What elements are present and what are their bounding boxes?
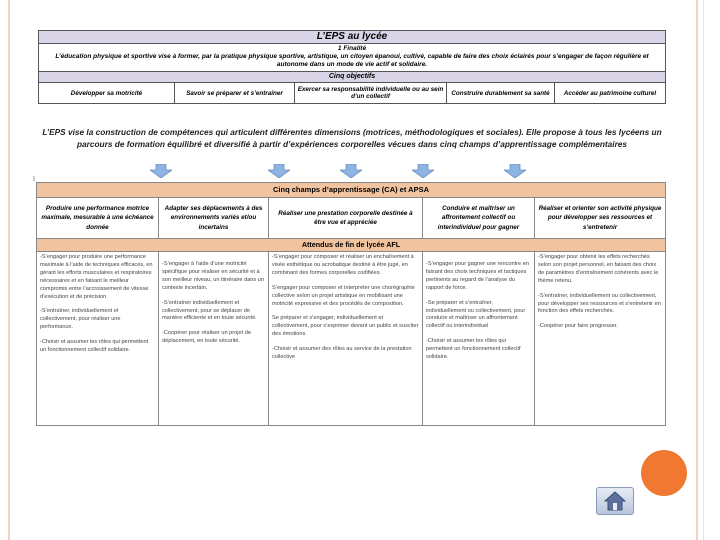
afl-cell [269, 252, 423, 425]
down-arrow-icon [504, 164, 526, 178]
afl-item: -S’engager à l’aide d’une motricité spécifique pour réaliser en sécurité et à son meilleur niveau, un itinéraire dans un contexte incertain. [162, 261, 264, 291]
slide-frame-right [696, 0, 698, 540]
slide-title: L’EPS au lycée [39, 31, 665, 44]
afl-cell [423, 252, 535, 425]
finality-text: L’éducation physique et sportive vise à former, par la pratique physique sportive, artistique, un citoyen épanoui, cultivé, capable de faire des choix éclairés pour s’engager de façon régulière et autonome dans un mode de vie actif et solidaire. [55, 53, 649, 68]
down-arrow-icon [268, 164, 290, 178]
objective-cell: Savoir se préparer et s’entraîner [175, 83, 295, 103]
side-mark: I [33, 176, 35, 183]
field-cell: Adapter ses déplacements à des environnements variés et/ou incertains [159, 198, 269, 238]
afl-title: Attendus de fin de lycée AFL [37, 239, 665, 252]
afl-item: -Coopérer pour réaliser un projet de déplacement, en toute sécurité. [162, 330, 251, 345]
slide-frame-left [8, 0, 10, 540]
afl-cell [535, 252, 665, 425]
afl-item: -S’engager pour produire une performance maximale à l’aide de techniques efficaces, en gérant les efforts musculaires et respiratoires nécessaires et en faisant le meilleur compromis entre l’accroissement de vitesse d’exécution et de précision. [40, 254, 153, 300]
home-icon [604, 491, 626, 511]
down-arrow-icon [412, 164, 434, 178]
down-arrow-icon [150, 164, 172, 178]
afl-item: -S’entraîner individuellement et collectivement, pour se déplacer de manière efficiente et en toute sécurité. [162, 299, 257, 322]
slide-frame-right-inner [703, 0, 704, 540]
fields-title: Cinq champs d’apprentissage (CA) et APSA [37, 183, 665, 198]
afl-cell [159, 252, 269, 425]
field-cell: Produire une performance motrice maximale, mesurable à une échéance donnée [37, 198, 159, 238]
afl-item: -Choisir et assumer les rôles qui permettent un fonctionnement collectif solidaire. [40, 339, 149, 354]
afl-item: S’engager pour composer et interpréter une chorégraphie collective selon un projet artistique en mobilisant une motricité expressive et des procédés de composition. [272, 284, 415, 307]
intro-paragraph: L’EPS vise la construction de compétences qui articulent différentes dimensions (motrices, méthodologiques et sociales). Elle propose à tous les lycéens un parcours de formation équilibré et diversifié à partir d’expériences corporelles vécues dans cinq champs d’apprentissage complémentaires [42, 127, 662, 149]
objective-cell: Construire durablement sa santé [447, 83, 555, 103]
objectives-title: Cinq objectifs [39, 72, 665, 83]
field-cell: Conduire et maîtriser un affrontement collectif ou interindividuel pour gagner [423, 198, 535, 238]
afl-item: -Se préparer et s’entraîner, individuellement ou collectivement, pour conduire et maîtriser un affrontement collectif ou interindividuel [426, 299, 526, 330]
objective-cell: Développer sa motricité [39, 83, 175, 103]
afl-item: -Choisir et assumer les rôles qui permettent un fonctionnement collectif solidaire. [426, 338, 521, 361]
apprentissage-table [36, 182, 666, 426]
afl-item: -S’entraîner, individuellement ou collectivement, pour développer ses ressources et s’entretenir en fonction des effets recherchés. [538, 292, 661, 315]
afl-row [37, 252, 665, 425]
eps-summary-table [38, 30, 666, 104]
afl-item: -S’engager pour gagner une rencontre en faisant des choix techniques et tactiques pertinents au regard de l’analyse du rapport de force. [426, 261, 529, 291]
afl-item: -Choisir et assumer des rôles au service de la prestation collective [272, 346, 412, 361]
home-button[interactable] [596, 487, 634, 515]
afl-cell [37, 252, 159, 425]
afl-item: Se préparer et s’engager, individuellement et collectivement, pour s’exprimer devant un public et susciter des émotions. [272, 315, 419, 338]
field-cell: Réaliser une prestation corporelle destinée à être vue et appréciée [269, 198, 423, 238]
down-arrow-icon [340, 164, 362, 178]
afl-item: -S’engager pour obtenir les effets recherchés selon son projet personnel, en faisant des choix de paramètres d’entraînement cohérents avec le thème retenu. [538, 254, 659, 284]
fields-row [37, 198, 665, 239]
afl-item: -Coopérer pour faire progresser. [538, 323, 618, 330]
afl-item: -S’engager pour composer et réaliser un enchaînement à visée esthétique ou acrobatique destiné à être jugé, en combinant des formes corporelles codifiées. [272, 254, 414, 276]
field-cell: Réaliser et orienter son activité physique pour développer ses ressources et s’entretenir [538, 204, 662, 231]
objectives-row [39, 83, 665, 103]
afl-item: -S’entraîner, individuellement et collectivement, pour réaliser une performance. [40, 308, 121, 331]
decorative-circle [641, 450, 687, 496]
objective-cell: Accéder au patrimoine culturel [563, 89, 657, 97]
finality-block [39, 44, 665, 72]
finality-label: 1 Finalité [337, 45, 367, 52]
objective-cell: Exercer sa responsabilité individuelle ou au sein d’un collectif [295, 83, 447, 103]
